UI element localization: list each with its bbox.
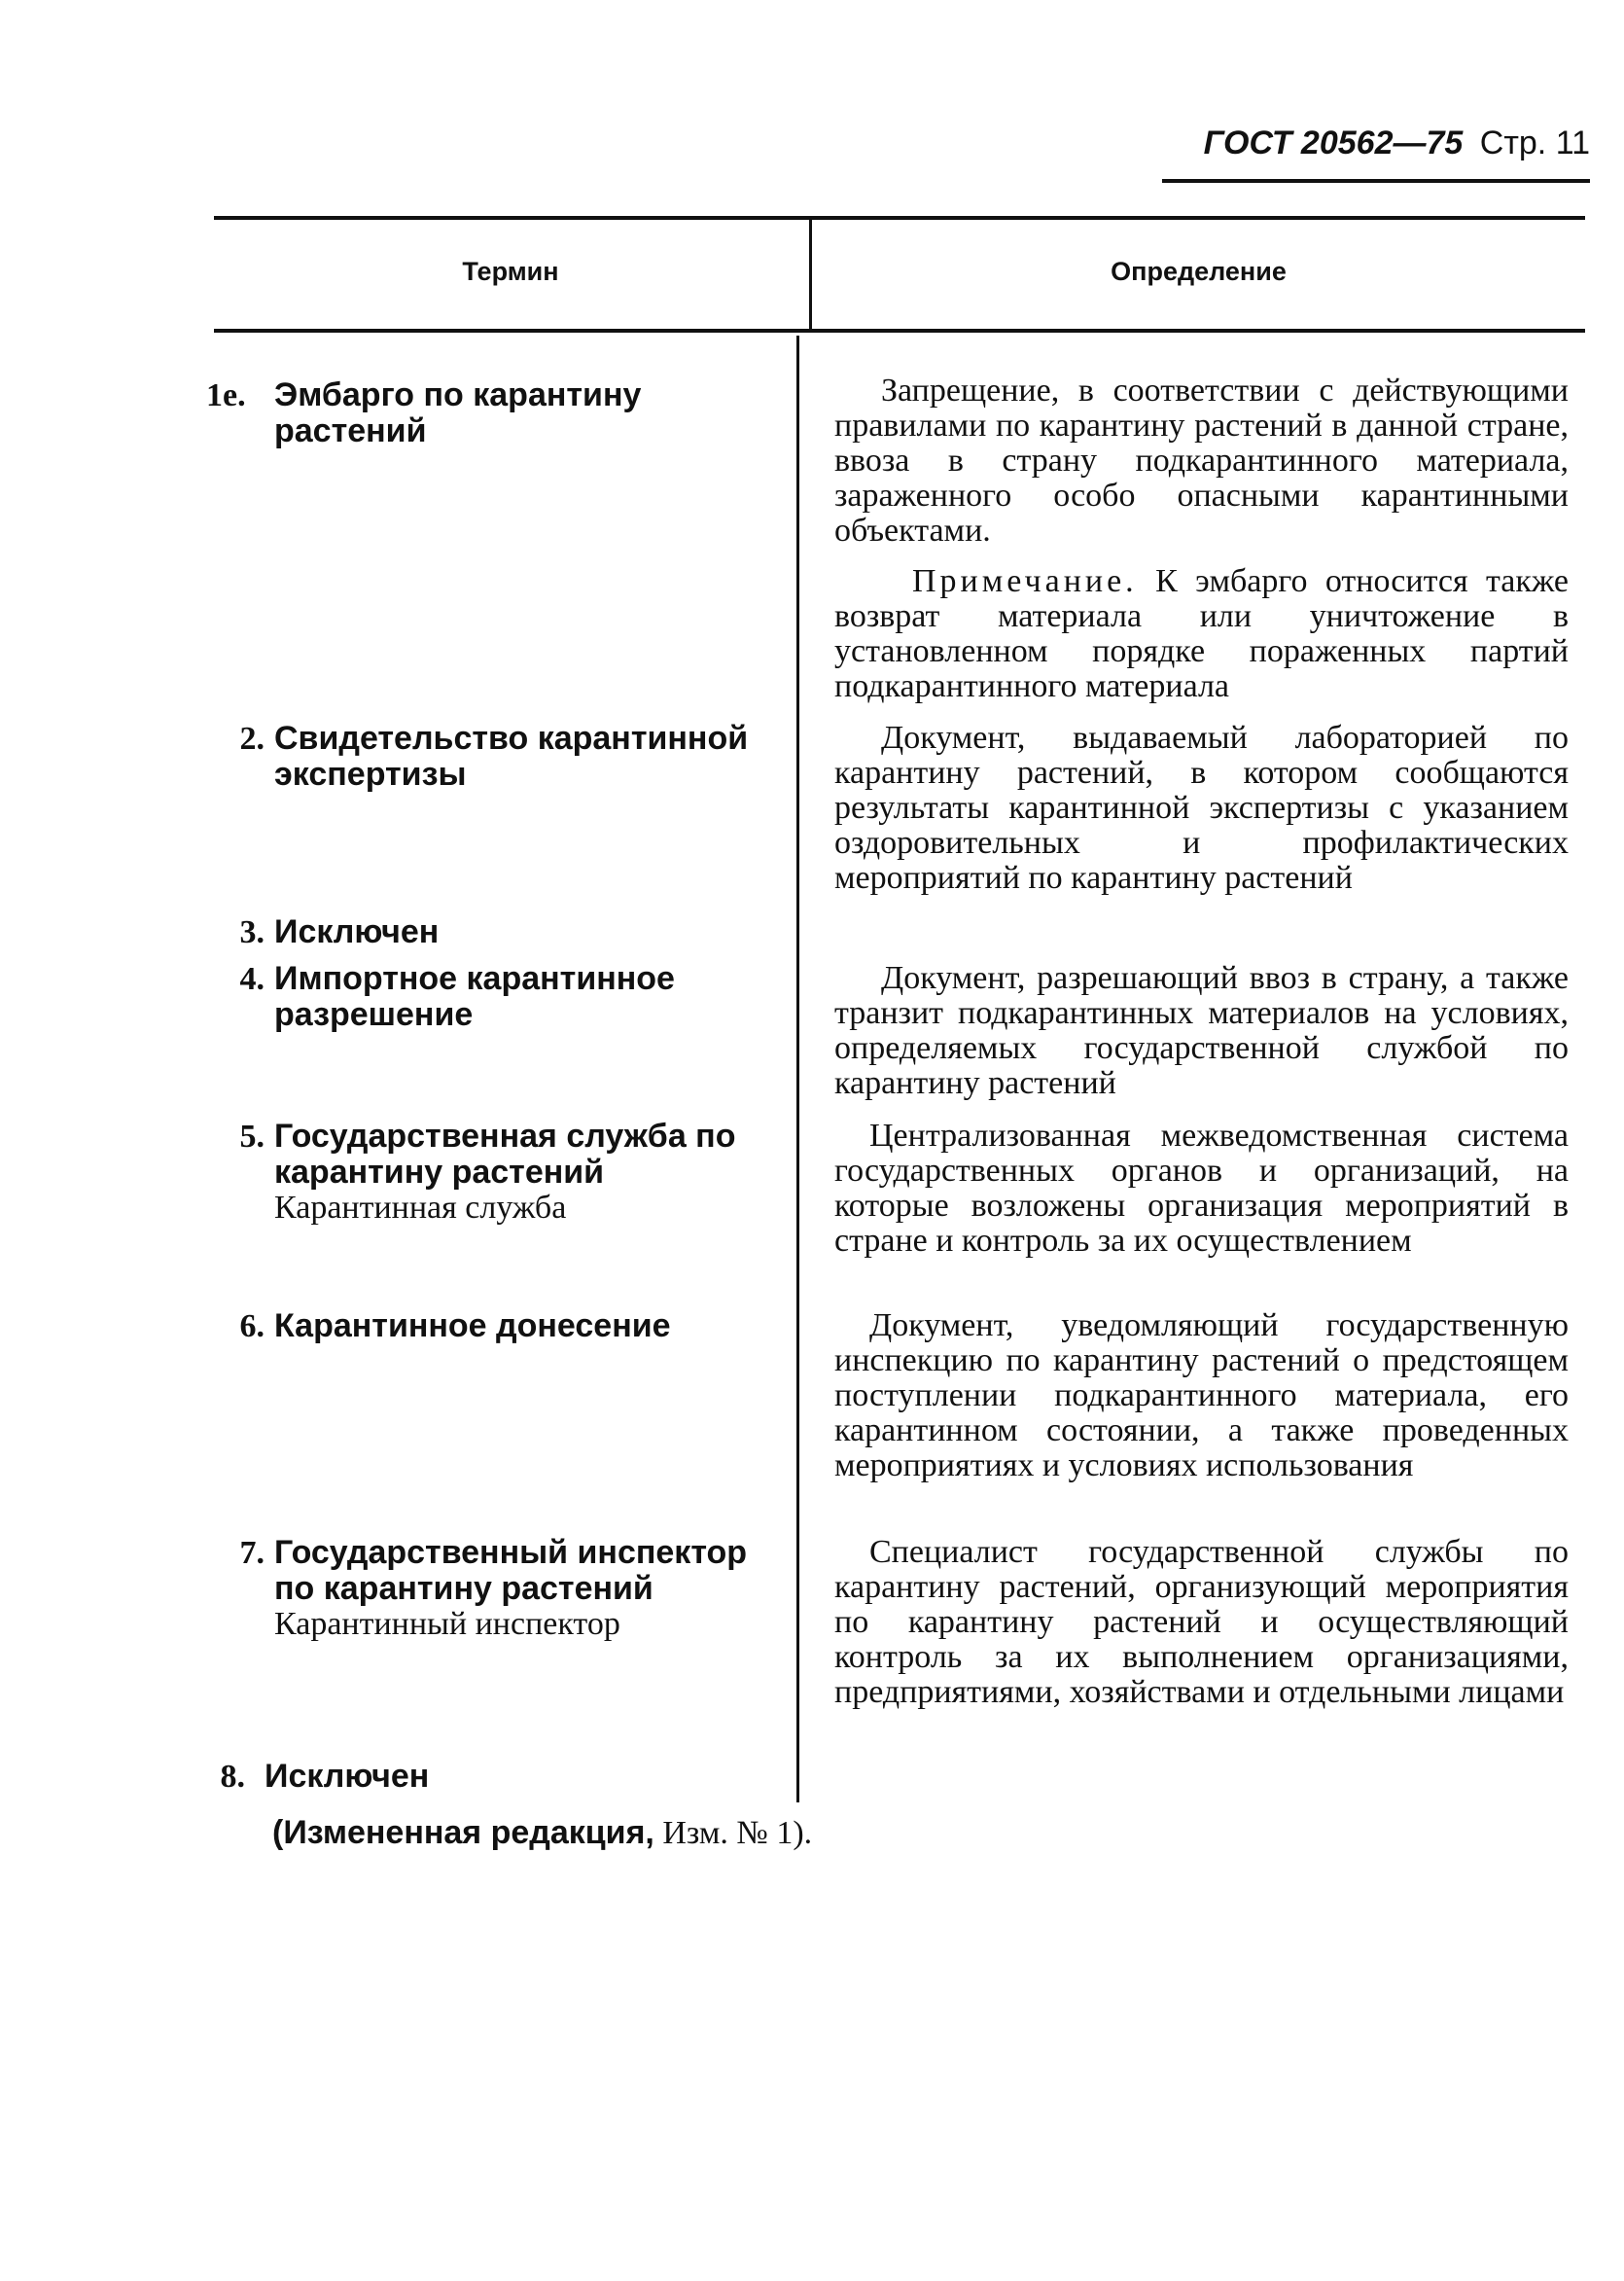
entry-number: 5. xyxy=(239,1119,265,1155)
term-text: Эмбарго по карантину растений xyxy=(274,376,642,449)
entry-number: 7. xyxy=(239,1535,265,1571)
entry-number: 8. xyxy=(220,1759,245,1795)
term-text: Государственный инспектор по карантину растений Карантинный инспектор xyxy=(274,1534,748,1642)
definition-text: Документ, уведомляющий государственную инспекцию по карантину растений о предстоящем поступлении подкарантинного материала, его карантинном состоянии, а также проведенных мероприятиях и условиях использования xyxy=(834,1307,1569,1483)
column-header-terms: Термин xyxy=(462,257,559,286)
table-header-rule xyxy=(214,329,1585,333)
entry-number: 2. xyxy=(239,721,265,757)
entry-number: 6. xyxy=(239,1308,265,1344)
term-text: Свидетельство карантинной экспертизы xyxy=(274,720,749,793)
table-top-rule xyxy=(214,216,1585,220)
definition-text: Специалист государственной службы по карантину растений, организующий мероприятия по карантину растений и осуществляющий контроль за их выполнением организациями, предприятиями, хозяйствами и отдельными лицами xyxy=(834,1534,1569,1710)
term-text: Исключен xyxy=(274,913,440,950)
column-header-definition: Определение xyxy=(1111,257,1287,286)
term-text: Импортное карантинное разрешение xyxy=(274,960,675,1033)
definition-text: Документ, выдаваемый лабораторией по карантину растений, в котором сообщаются результаты карантинной экспертизы с указанием оздоровительных и профилактических мероприятий по карантину растений xyxy=(834,720,1569,896)
term-text: Государственная служба по карантину растений Карантинная служба xyxy=(274,1118,736,1226)
entry-number: 3. xyxy=(239,914,265,950)
definition-text: Документ, разрешающий ввоз в страну, а также транзит подкарантинных материалов на условиях, определяемых государственной службой по карантину растений xyxy=(834,960,1569,1101)
page-number: Стр. 11 xyxy=(1479,125,1590,161)
term-text: Карантинное донесение xyxy=(274,1307,671,1344)
definition-note: Примечание. К эмбарго относится также возврат материала или уничтожение в установленном порядке пораженных партий подкарантинного материала xyxy=(834,563,1570,704)
term-synonym: Карантинный инспектор xyxy=(274,1606,620,1642)
definition-text: Централизованная межведомственная система государственных органов и организаций, на которые возложены организация мероприятий в стране и контроль за их осуществлением xyxy=(834,1118,1569,1259)
amendment-note: (Измененная редакция, Изм. № 1). xyxy=(272,1814,813,1851)
entry-number: 1е. xyxy=(206,377,246,413)
term-text: Исключен xyxy=(265,1758,430,1795)
body-column-divider xyxy=(796,336,799,1802)
page-header xyxy=(1162,125,1590,183)
standard-number: ГОСТ 20562—75 xyxy=(1203,125,1464,161)
definition-text: Запрещение, в соответствии с действующими правилами по карантину растений в данной стране, ввоза в страну подкарантинного материала, зараженного особо опасными карантинными объектами. xyxy=(834,373,1569,549)
term-synonym: Карантинная служба xyxy=(274,1190,567,1226)
entry-number: 4. xyxy=(239,961,265,997)
